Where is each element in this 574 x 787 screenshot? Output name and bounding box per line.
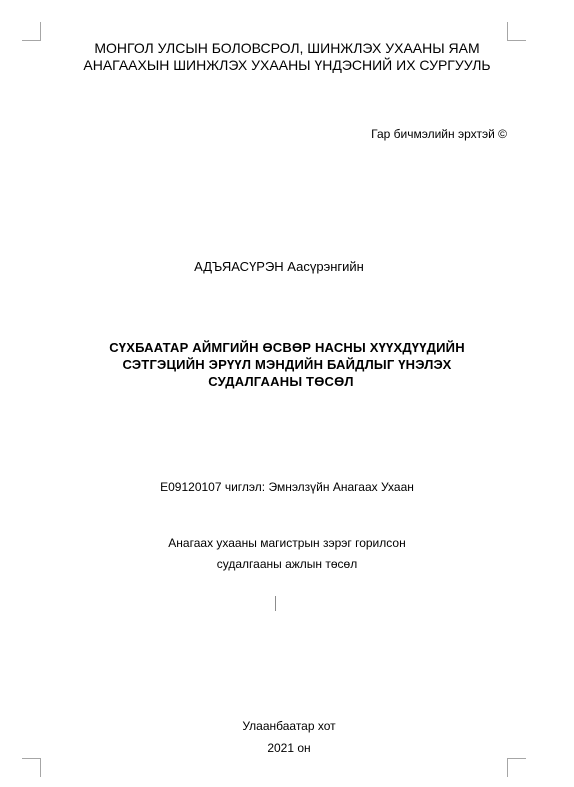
- specialty-code: E09120107 чиглэл: Эмнэлзүйн Анагаах Ухаан: [160, 480, 414, 494]
- copyright-notice: Гар бичмэлийн эрхтэй ©: [371, 127, 507, 141]
- place: Улаанбаатар хот: [242, 719, 336, 733]
- author-name: АДЪЯАСҮРЭН Аасүрэнгийн: [194, 259, 364, 274]
- thesis-title-line-3: СУДАЛГААНЫ ТӨСӨЛ: [208, 374, 354, 389]
- institution-line-1: МОНГОЛ УЛСЫН БОЛОВСРОЛ, ШИНЖЛЭХ УХААНЫ ЯАМ: [94, 40, 480, 56]
- margin-mark-bottom-left-horizontal: [22, 758, 41, 759]
- year: 2021 он: [267, 741, 311, 755]
- thesis-title-line-2: СЭТГЭЦИЙН ЭРҮҮЛ МЭНДИЙН БАЙДЛЫГ ҮНЭЛЭХ: [122, 357, 452, 372]
- thesis-title-line-1: СҮХБААТАР АЙМГИЙН ӨСВӨР НАСНЫ ХҮҮХДҮҮДИЙН: [109, 340, 465, 355]
- margin-mark-bottom-left-vertical: [40, 758, 41, 777]
- margin-mark-bottom-right-horizontal: [507, 758, 526, 759]
- margin-mark-bottom-right-vertical: [507, 758, 508, 777]
- text-cursor: [275, 596, 276, 611]
- degree-line-2: судалгааны ажлын төсөл: [216, 557, 358, 571]
- institution-line-2: АНАГААХЫН ШИНЖЛЭХ УХААНЫ ҮНДЭСНИЙ ИХ СУРГУУЛЬ: [83, 57, 491, 73]
- degree-line-1: Анагаах ухааны магистрын зэрэг горилсон: [168, 536, 406, 550]
